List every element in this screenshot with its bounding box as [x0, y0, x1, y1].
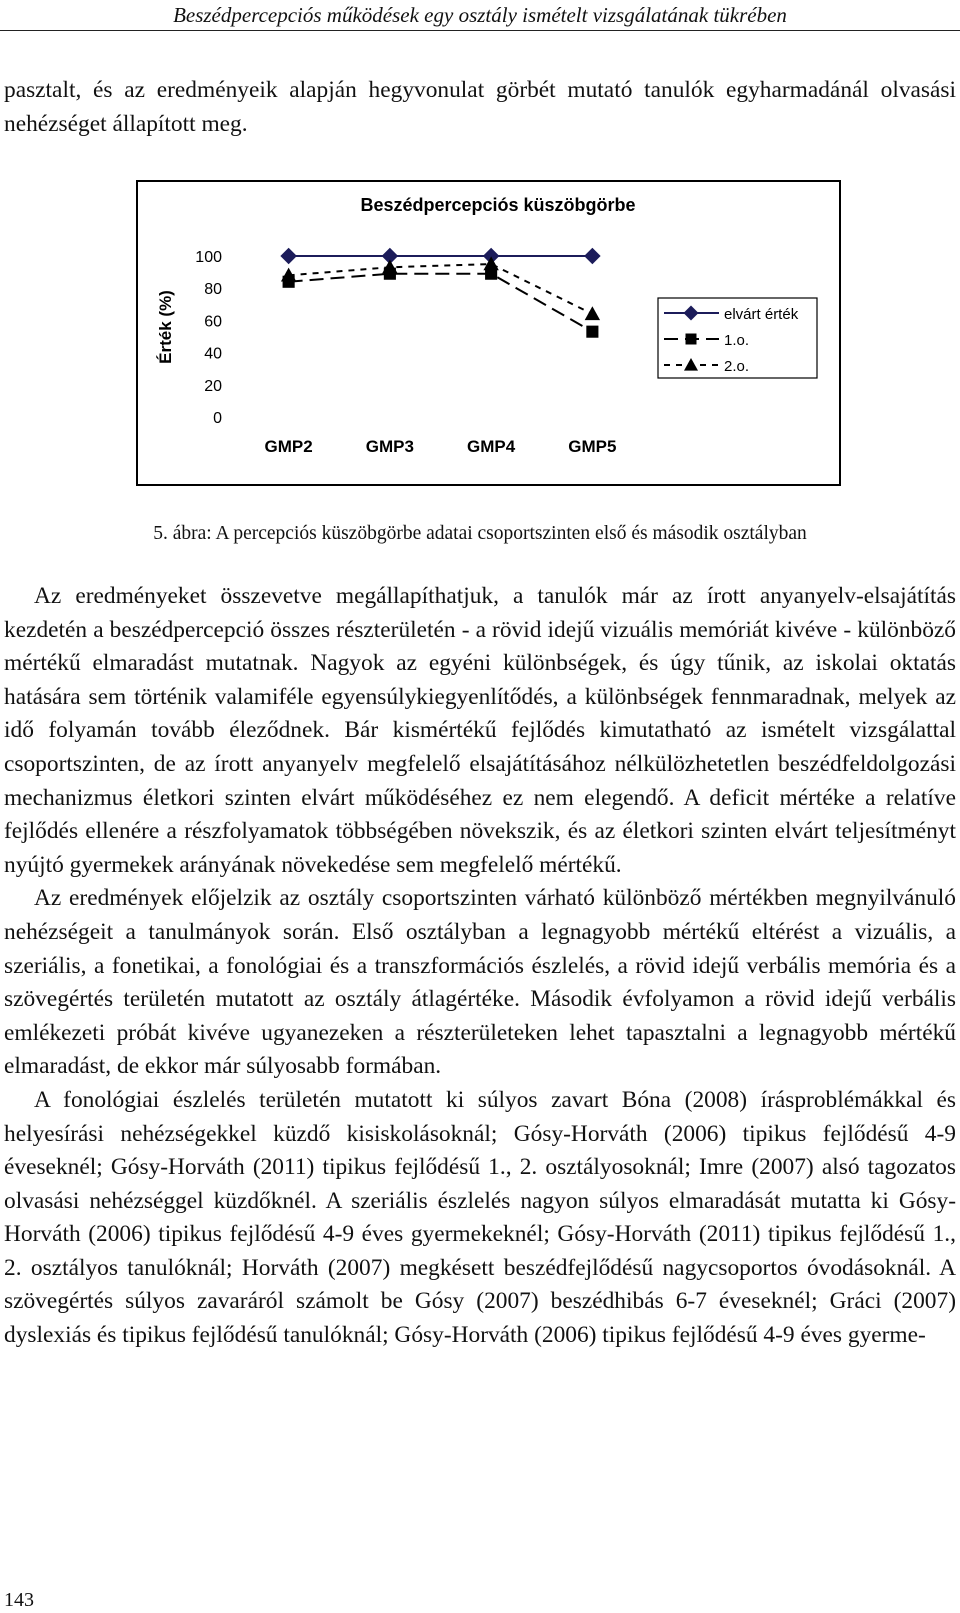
legend-label: elvárt érték: [724, 306, 799, 323]
data-point-diamond: [280, 248, 297, 265]
legend-label: 1.o.: [724, 332, 750, 349]
body-text: [4, 580, 956, 1353]
y-tick-label: 40: [204, 345, 222, 363]
series-layer: [280, 248, 600, 338]
y-tick-label: 80: [204, 281, 222, 299]
x-tick-labels: [265, 437, 617, 456]
body-paragraph-2: Az eredmények előjelzik az osztály csoportszinten várható különböző mértékben megnyilvánuló nehézségeit a tanulmányok során. Első osztályban a legnagyobb mértékű eltérést a vizuális, a szeriális, a fonetikai, a fonológiai és a transzformációs észlelés, a rövid idejű verbális memória és a szövegértés területén mutatott az osztály átlagértéke. Második évfolyamon a rövid idejű verbális emlékezeti próbát kivéve ugyanezeken a részterületeken lehet tapasztalni a legnagyobb mértékű elmaradást, de ekkor már súlyosabb formában.: [4, 885, 956, 1080]
series-line: [289, 264, 593, 314]
y-axis-label: Érték (%): [156, 290, 175, 364]
data-point-square: [686, 334, 697, 345]
chart-canvas: [138, 182, 839, 484]
y-tick-label: 60: [204, 313, 222, 331]
series-elv-rt-rt-k: [280, 248, 600, 265]
y-tick-label: 100: [195, 249, 222, 266]
y-tick-labels: [195, 249, 222, 427]
x-tick-label: GMP3: [365, 437, 414, 456]
y-tick-label: 0: [213, 410, 222, 427]
figure-caption: 5. ábra: A percepciós küszöbgörbe adatai csoportszinten első és második osztályban: [153, 523, 807, 544]
running-header: [0, 0, 960, 31]
threshold-chart: [136, 180, 841, 486]
x-tick-label: GMP4: [467, 437, 516, 456]
data-point-triangle: [382, 260, 397, 274]
intro-paragraph: pasztalt, és az eredményeik alapján hegyvonulat görbét mutató tanulók egyharmadánál olvasási nehézséget állapított meg.: [4, 77, 956, 137]
legend-label: 2.o.: [724, 358, 750, 375]
x-tick-label: GMP5: [568, 437, 617, 456]
x-tick-label: GMP2: [264, 437, 313, 456]
data-point-diamond: [584, 248, 601, 265]
body-paragraph-1: Az eredményeket összevetve megállapíthatjuk, a tanulók már az írott anyanyelv-elsajátítás kezdetén a beszédpercepció összes részterületén - a rövid idejű vizuális memóriát kivéve - különböző mértékű elmaradást mutatnak. Nagyok az egyéni különbségek, és úgy tűnik, az iskolai oktatás hatására sem történik valamiféle egyensúlykiegyenlítődés, a különbségek fennmaradnak, melyek az idő folyamán tovább éleződnek. Bár kismértékű fejlődés kimutatható az ismételt vizsgálattal csoportszinten, de az írott anyanyelv megfelelő elsajátításához nélkülözhetetlen beszédfeldolgozási mechanizmus életkori szinten elvárt működéséhez ez nem elegendő. A deficit mértéke a relatíve fejlődés ellenére a részfolyamatok többségében növekszik, és az életkori szinten elvárt teljesítményt nyújtó gyermekek arányának növekedése sem megfelelő mértékű.: [4, 583, 956, 878]
running-title: Beszédpercepciós működések egy osztály ismételt vizsgálatának tükrében: [173, 3, 787, 27]
y-tick-label: 20: [204, 377, 222, 395]
data-point-triangle: [585, 306, 600, 320]
data-point-square: [586, 326, 598, 338]
series-line: [289, 274, 593, 332]
series-2-o-: [281, 256, 600, 320]
chart-title: Beszédpercepciós küszöbgörbe: [360, 195, 636, 215]
body-paragraph-3: A fonológiai észlelés területén mutatott ki súlyos zavart Bóna (2008) írásproblémákkal és helyesírási nehézségekkel küzdő kisiskolásoknál; Gósy-Horváth (2006) tipikus fejlődésű 4-9 éveseknél; Gósy-Horváth (2011) tipikus fejlődésű 1., 2. osztályosoknál; Imre (2007) alsó tagozatos olvasási nehézséggel küzdőknél. A szeriális észlelés nagyon súlyos elmaradását mutatta ki Gósy-Horváth (2006) tipikus fejlődésű 4-9 éves gyermekeknél; Gósy-Horváth (2011) tipikus fejlődésű 1., 2. osztályos tanulóknál; Horváth (2007) megkésett beszédfejlődésű nagycsoportos óvodásoknál. A szövegértés súlyos zavaráról számolt be Gósy (2007) beszédhibás 6-7 éveseknél; Gráci (2007) dyslexiás és tipikus fejlődésű tanulóknál; Gósy-Horváth (2006) tipikus fejlődésű 4-9 éves gyerme-: [4, 1086, 956, 1349]
series-1-o-: [283, 268, 599, 338]
page-number: 143: [4, 1589, 34, 1611]
chart-legend: [658, 298, 817, 378]
